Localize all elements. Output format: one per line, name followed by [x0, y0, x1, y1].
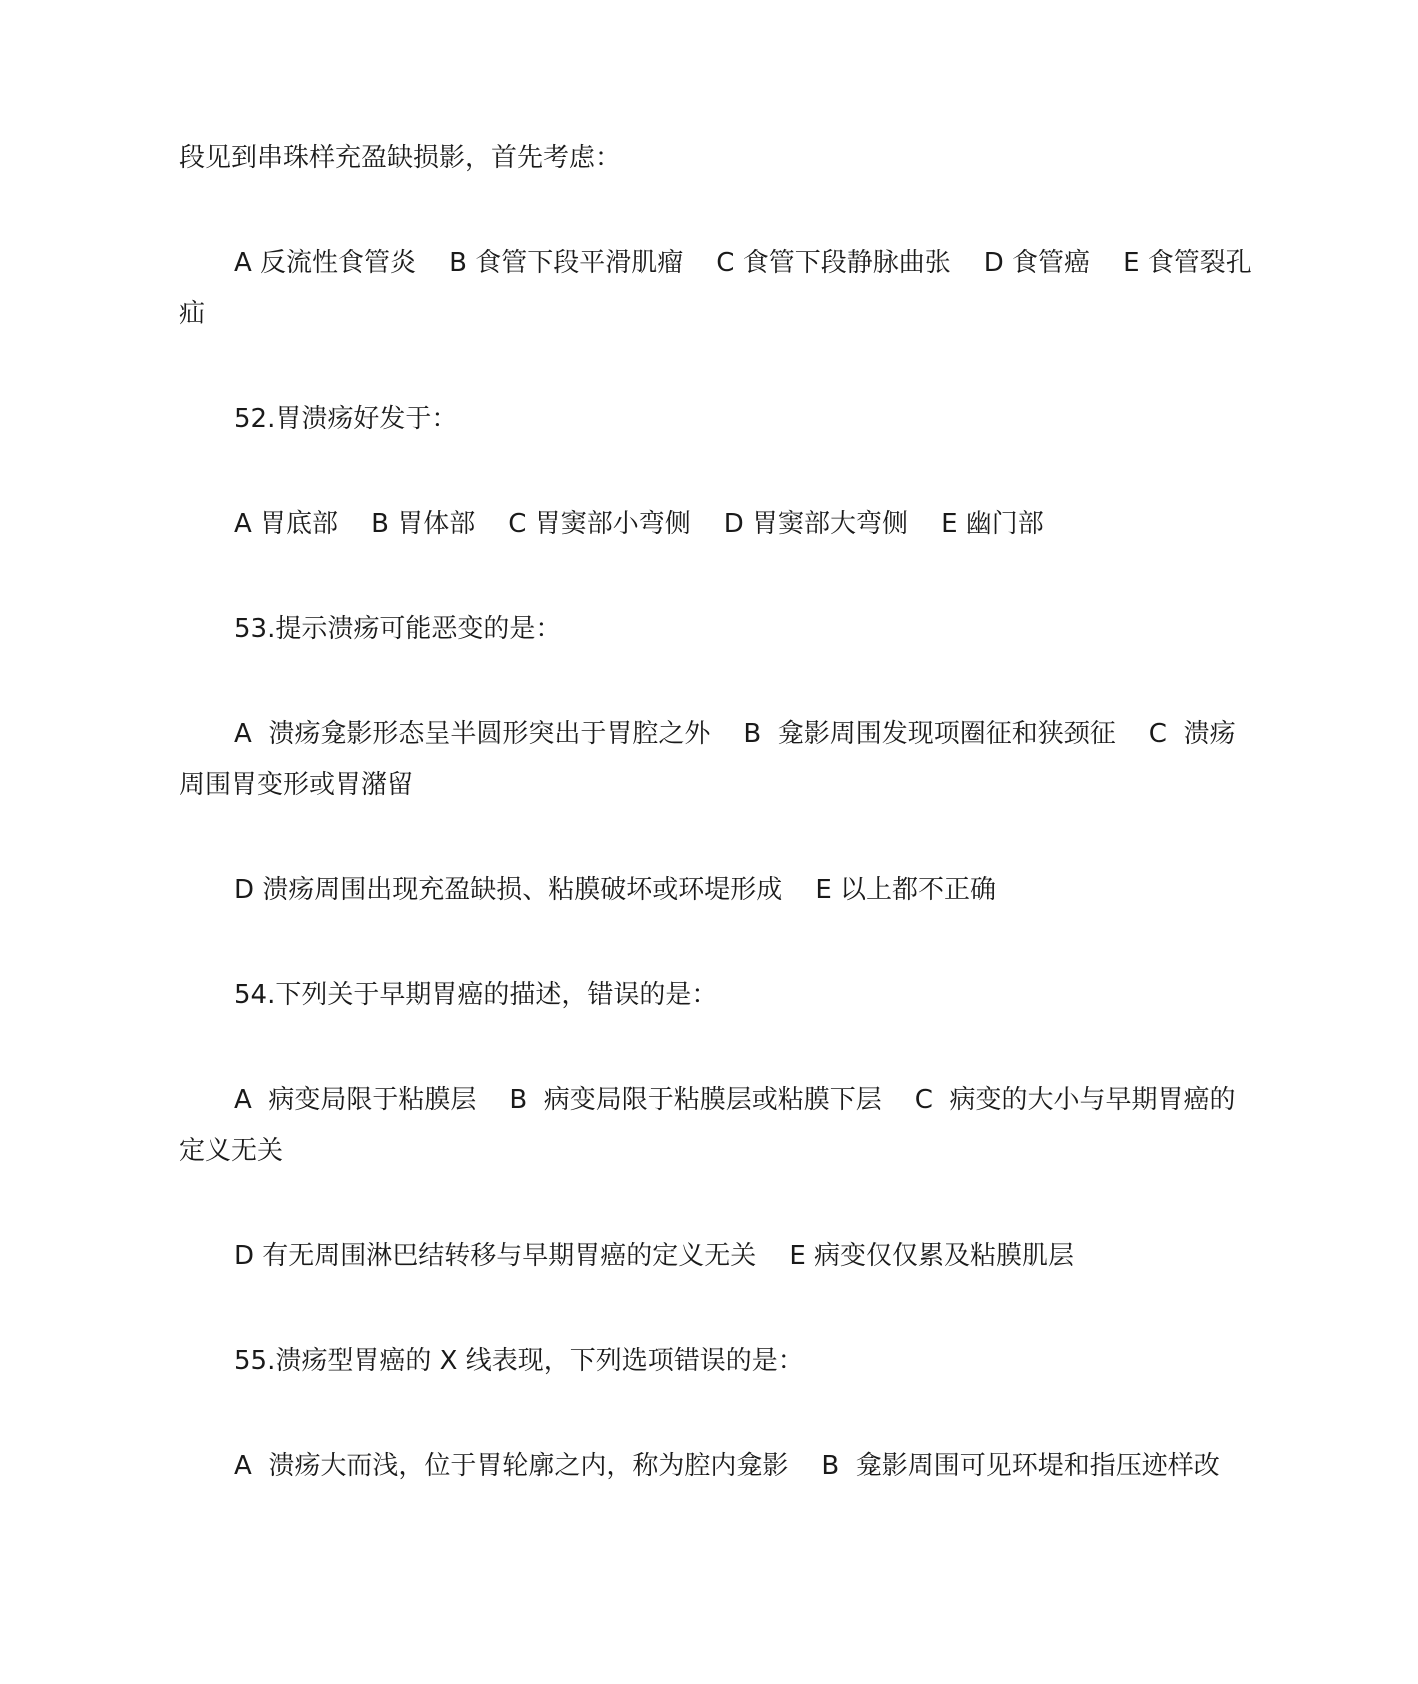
question-53: 53.提示溃疡可能恶变的是： [234, 614, 562, 644]
question-54: 54.下列关于早期胃癌的描述，错误的是： [234, 980, 718, 1010]
text-line-7: A 溃疡龛影形态呈半圆形突出于胃腔之外 B 龛影周围发现项圈征和狭颈征 C 溃疡 [234, 719, 1236, 749]
text-line-2: A 反流性食管炎 B 食管下段平滑肌瘤 C 食管下段静脉曲张 D 食管癌 E 食管裂孔 [234, 248, 1252, 278]
text-line-3: 疝 [179, 299, 206, 329]
text-line-8: 周围胃变形或胃潴留 [179, 770, 414, 800]
text-line-5: A 胃底部 B 胃体部 C 胃窦部小弯侧 D 胃窦部大弯侧 E 幽门部 [234, 509, 1044, 539]
question-55: 55.溃疡型胃癌的 X 线表现，下列选项错误的是： [234, 1346, 804, 1376]
text-line-13: D 有无周围淋巴结转移与早期胃癌的定义无关 E 病变仅仅累及粘膜肌层 [234, 1241, 1075, 1271]
text-line-15: A 溃疡大而浅，位于胃轮廓之内，称为腔内龛影 B 龛影周围可见环堤和指压迹样改 [234, 1451, 1220, 1481]
text-line-1: 段见到串珠样充盈缺损影，首先考虑： [179, 143, 622, 173]
question-52: 52.胃溃疡好发于： [234, 404, 458, 434]
text-line-12: 定义无关 [179, 1136, 284, 1166]
text-line-9: D 溃疡周围出现充盈缺损、粘膜破坏或环堤形成 E 以上都不正确 [234, 875, 997, 905]
text-line-11: A 病变局限于粘膜层 B 病变局限于粘膜层或粘膜下层 C 病变的大小与早期胃癌的 [234, 1085, 1236, 1115]
